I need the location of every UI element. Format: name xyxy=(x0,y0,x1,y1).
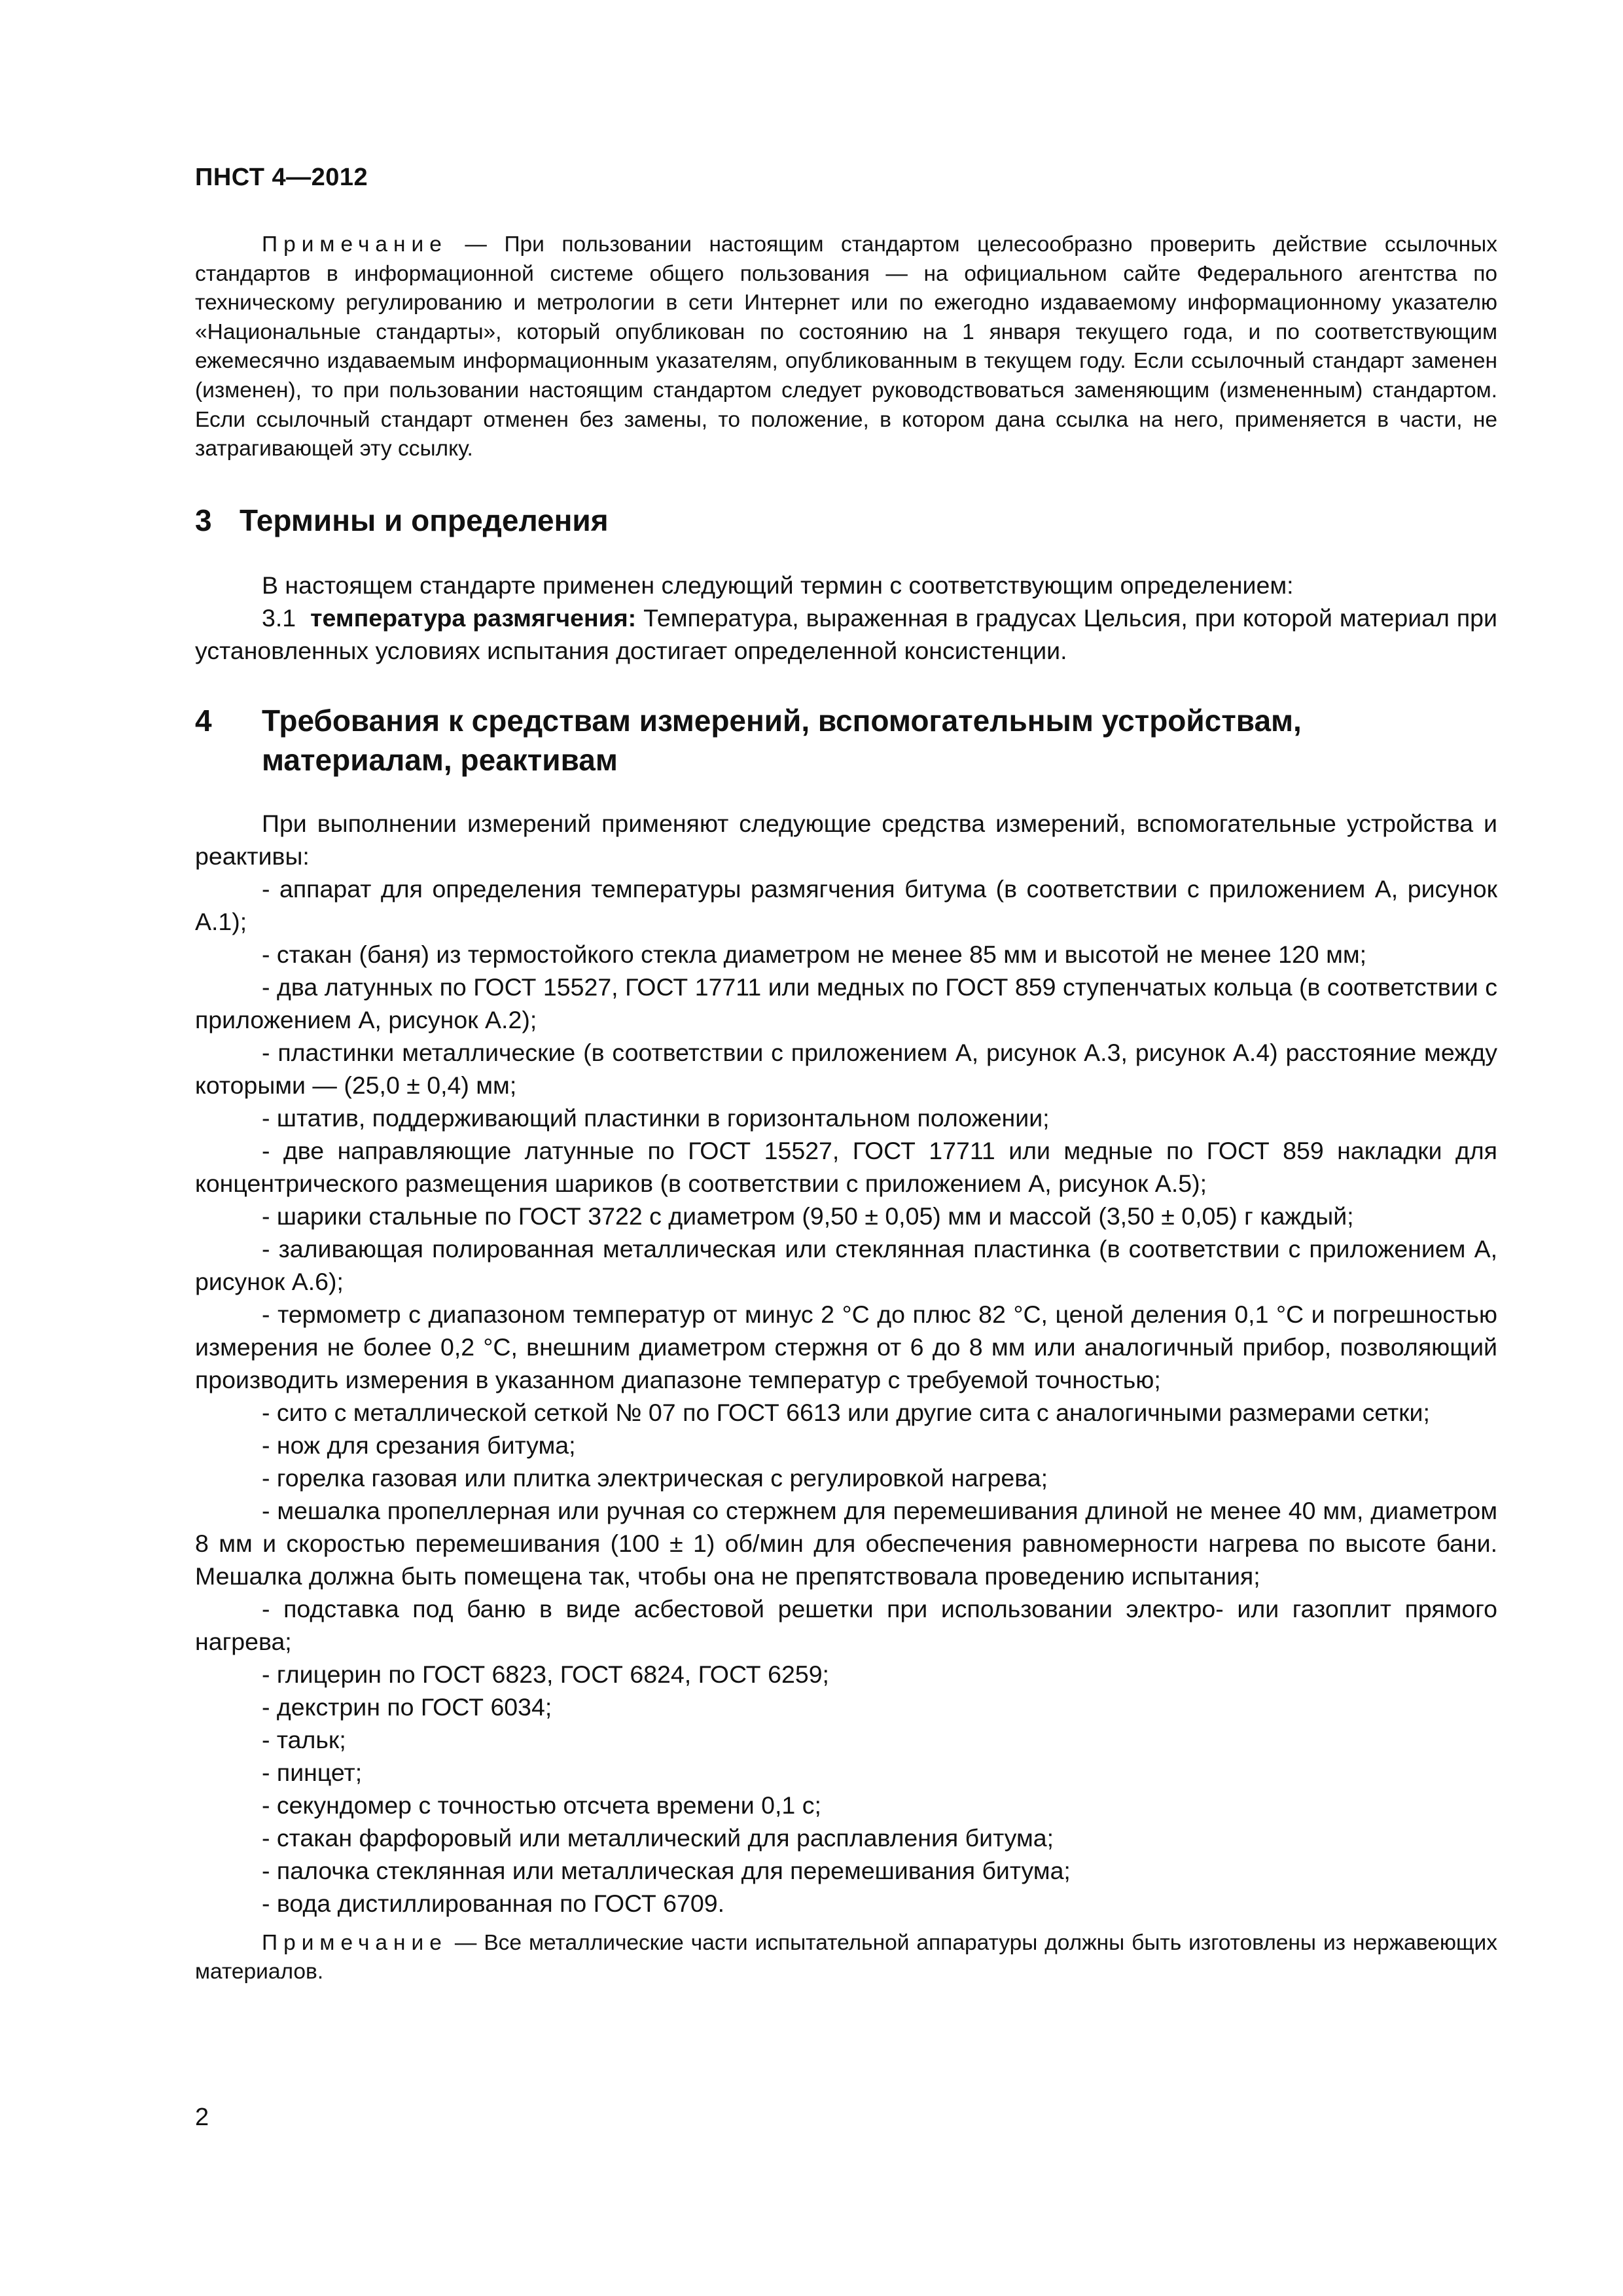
list-item: - два латунных по ГОСТ 15527, ГОСТ 17711 или медных по ГОСТ 859 ступенчатых кольца (в соответствии с приложением А, рисунок А.2); xyxy=(195,973,1497,1033)
list-item: - секундомер с точностью отсчета времени 0,1 с; xyxy=(262,1791,821,1819)
page-content xyxy=(195,230,1497,1987)
list-item: - палочка стеклянная или металлическая для перемешивания битума; xyxy=(262,1856,1071,1884)
term-name: температура размягчения: xyxy=(310,603,637,632)
note-label: Примечание xyxy=(262,1930,448,1955)
list-item: - декстрин по ГОСТ 6034; xyxy=(262,1693,552,1721)
section-4-number: 4 xyxy=(195,703,212,738)
list-item: - нож для срезания битума; xyxy=(262,1431,576,1459)
term-definition xyxy=(195,601,1497,667)
list-item: - глицерин по ГОСТ 6823, ГОСТ 6824, ГОСТ 6259; xyxy=(262,1660,829,1688)
section-4-title: Требования к средствам измерений, вспомогательным устройствам, материалам, реактивам xyxy=(262,703,1302,777)
term-text: Температура, выраженная в градусах Цельсия, при которой материал при установленных условиях испытания достигает определенной консистенции. xyxy=(195,603,1497,664)
list-item: - горелка газовая или плитка электрическая с регулировкой нагрева; xyxy=(262,1463,1048,1492)
list-item: - штатив, поддерживающий пластинки в горизонтальном положении; xyxy=(262,1103,1050,1132)
section-3-heading xyxy=(195,501,1497,540)
note-text: — Все металлические части испытательной аппаратуры должны быть изготовлены из нержавеющих материалов. xyxy=(195,1930,1497,1984)
list-item: - подставка под баню в виде асбестовой решетки при использовании электро- или газоплит прямого нагрева; xyxy=(195,1594,1497,1655)
references-note xyxy=(195,230,1497,464)
list-item: - вода дистиллированная по ГОСТ 6709. xyxy=(262,1889,725,1917)
list-item: - стакан фарфоровый или металлический для расплавления битума; xyxy=(262,1823,1054,1852)
equipment-list xyxy=(195,872,1497,1920)
list-item: - аппарат для определения температуры размягчения битума (в соответствии с приложением А, рисунок А.1); xyxy=(195,874,1497,935)
list-item: - шарики стальные по ГОСТ 3722 с диаметром (9,50 ± 0,05) мм и массой (3,50 ± 0,05) г каждый; xyxy=(262,1202,1354,1230)
section-3-intro: В настоящем стандарте применен следующий термин с соответствующим определением: xyxy=(262,571,1294,599)
note-text: — При пользовании настоящим стандартом целесообразно проверить действие ссылочных стандартов в информационной системе общего пользования — на официальном сайте Федерального агентства по техническому регулированию и метрологии в сети Интернет или по ежегодно издаваемому информационному указателю «Национальные стандарты», который опубликован по состоянию на 1 января текущего года, и по соответствующим ежемесячно издаваемым информационным указателям, опубликованным в текущем году. Если ссылочный стандарт заменен (изменен), то при пользовании настоящим стандартом следует руководствоваться заменяющим (измененным) стандартом. Если ссылочный стандарт отменен без замены, то положение, в котором дана ссылка на него, применяется в части, не затрагивающей эту ссылку. xyxy=(195,232,1497,461)
list-item: - сито с металлической сеткой № 07 по ГОСТ 6613 или другие сита с аналогичными размерами сетки; xyxy=(262,1398,1430,1426)
list-item: - пластинки металлические (в соответствии с приложением А, рисунок А.3, рисунок А.4) расстояние между которыми — (25,0 ± 0,4) мм; xyxy=(195,1038,1497,1099)
list-item: - термометр с диапазоном температур от минус 2 °С до плюс 82 °С, ценой деления 0,1 °С и погрешностью измерения не более 0,2 °С, внешним диаметром стержня от 6 до 8 мм или аналогичный прибор, позволяющий производить измерения в указанном диапазоне температур с требуемой точностью; xyxy=(195,1300,1497,1393)
document-id-header: ПНСТ 4—2012 xyxy=(195,164,368,191)
note-label: Примечание xyxy=(262,232,448,257)
term-number: 3.1 xyxy=(262,603,296,632)
materials-note xyxy=(195,1929,1497,1987)
list-item: - две направляющие латунные по ГОСТ 15527, ГОСТ 17711 или медные по ГОСТ 859 накладки для концентрического размещения шариков (в соответствии с приложением А, рисунок А.5); xyxy=(195,1136,1497,1197)
list-item: - мешалка пропеллерная или ручная со стержнем для перемешивания длиной не менее 40 мм, диаметром 8 мм и скоростью перемешивания (100 ± 1) об/мин для обеспечения равномерности нагрева по высоте бани. Мешалка должна быть помещена так, чтобы она не препятствовала проведению испытания; xyxy=(195,1496,1497,1590)
list-item: - тальк; xyxy=(262,1725,346,1753)
list-item: - пинцет; xyxy=(262,1758,363,1786)
section-4-heading xyxy=(195,701,1497,780)
section-4-intro: При выполнении измерений применяют следующие средства измерений, вспомогательные устройства и реактивы: xyxy=(195,809,1497,870)
list-item: - стакан (баня) из термостойкого стекла диаметром не менее 85 мм и высотой не менее 120 мм; xyxy=(262,940,1367,968)
list-item: - заливающая полированная металлическая или стеклянная пластинка (в соответствии с приложением А, рисунок А.6); xyxy=(195,1234,1497,1295)
section-3-number: 3 xyxy=(195,503,212,537)
section-3-title: Термины и определения xyxy=(240,503,609,537)
page-number: 2 xyxy=(195,2104,209,2131)
